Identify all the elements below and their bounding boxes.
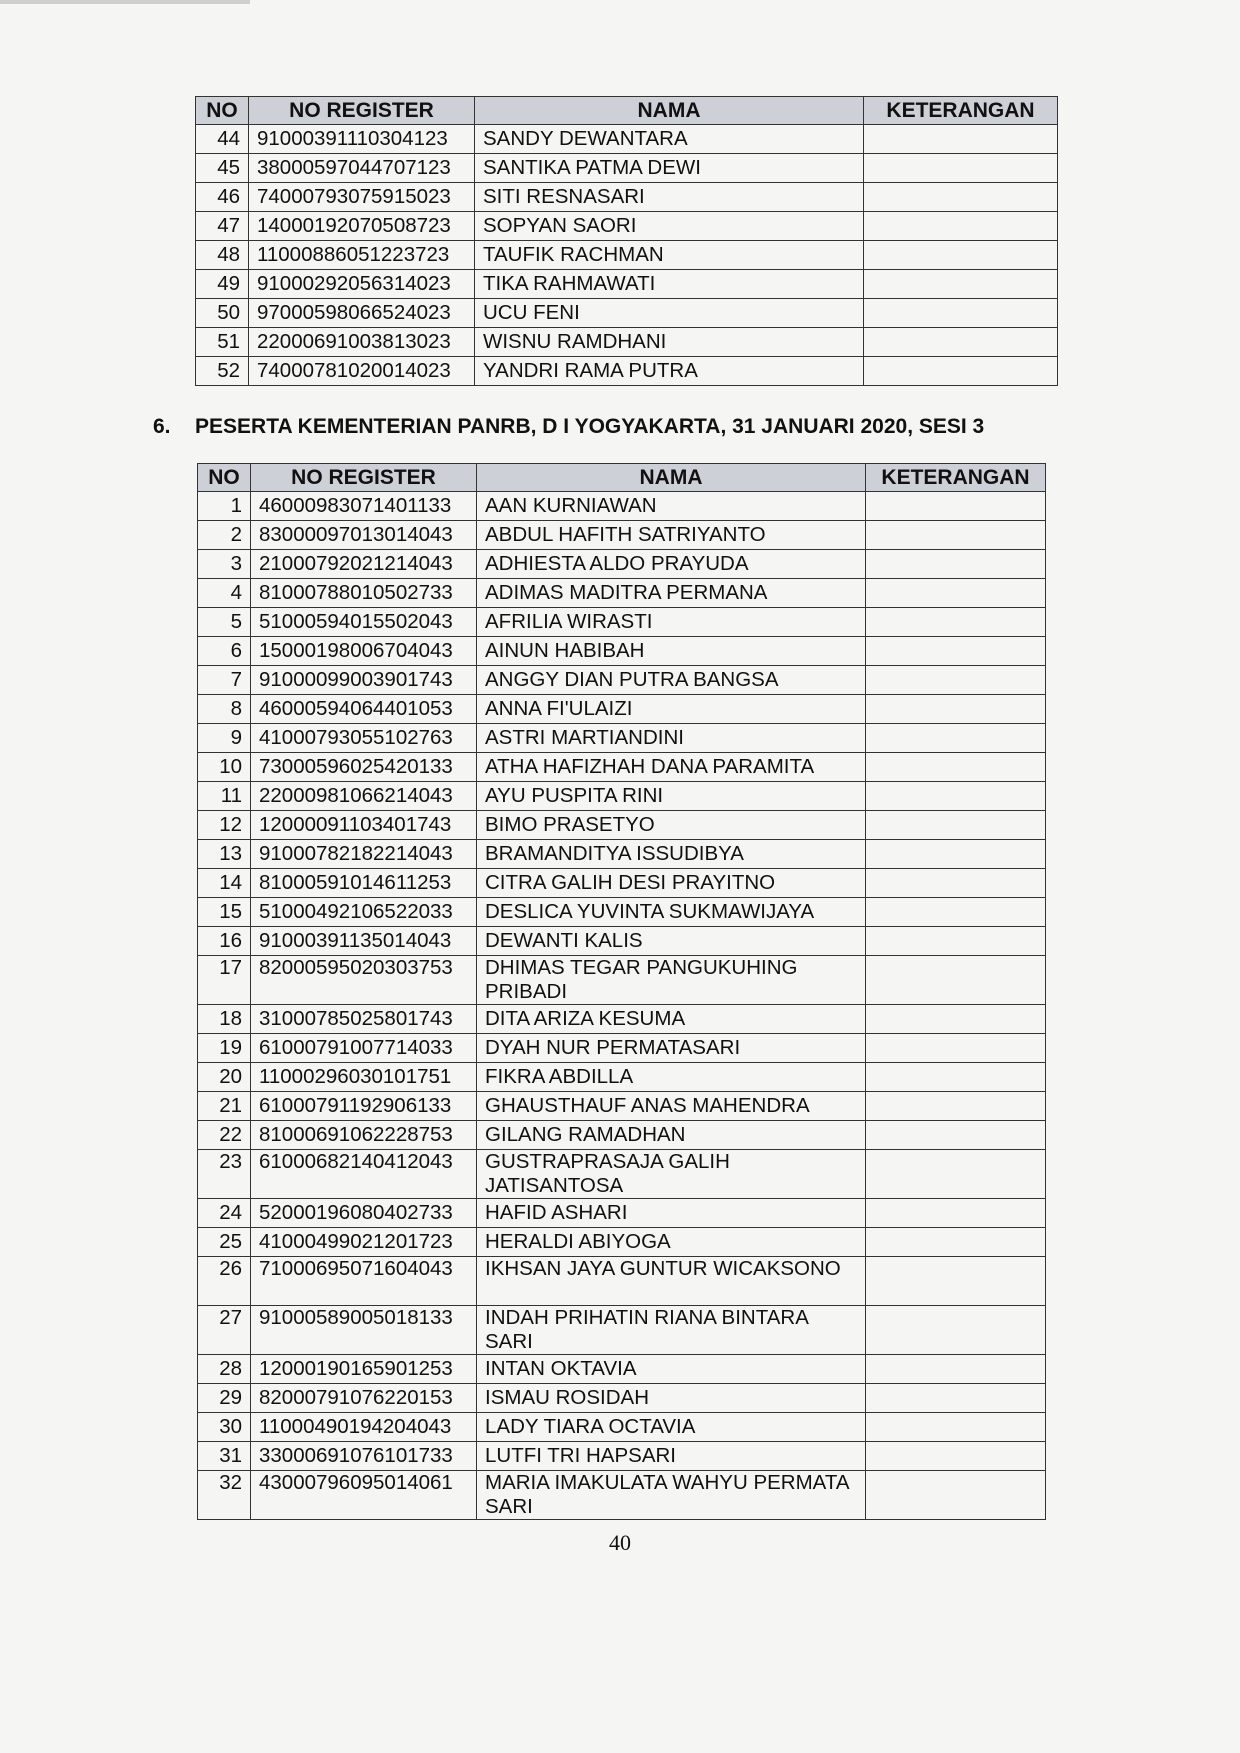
table-row [198, 1034, 1046, 1063]
cell-no: 50 [196, 299, 249, 328]
cell-keterangan [864, 357, 1058, 386]
cell-register: 61000682140412043 [251, 1150, 477, 1199]
cell-nama: TIKA RAHMAWATI [475, 270, 864, 299]
table-row [198, 608, 1046, 637]
cell-keterangan [866, 869, 1046, 898]
cell-keterangan [866, 492, 1046, 521]
cell-keterangan [866, 1257, 1046, 1306]
participants-table-1 [195, 96, 1058, 386]
table-row [196, 299, 1058, 328]
header-keterangan: KETERANGAN [864, 97, 1058, 125]
cell-no: 6 [198, 637, 251, 666]
table-row [198, 753, 1046, 782]
cell-register: 82000791076220153 [251, 1384, 477, 1413]
cell-register: 74000781020014023 [249, 357, 475, 386]
cell-nama: ISMAU ROSIDAH [477, 1384, 866, 1413]
cell-register: 61000791192906133 [251, 1092, 477, 1121]
cell-register: 81000691062228753 [251, 1121, 477, 1150]
table-row [198, 956, 1046, 1005]
cell-keterangan [866, 1092, 1046, 1121]
header-register: NO REGISTER [251, 464, 477, 492]
cell-no: 18 [198, 1005, 251, 1034]
cell-no: 28 [198, 1355, 251, 1384]
table-header-row [196, 97, 1058, 125]
cell-nama: SANTIKA PATMA DEWI [475, 154, 864, 183]
cell-nama: BIMO PRASETYO [477, 811, 866, 840]
cell-nama: GHAUSTHAUF ANAS MAHENDRA [477, 1092, 866, 1121]
cell-keterangan [866, 956, 1046, 1005]
scan-edge [0, 0, 250, 4]
cell-keterangan [864, 241, 1058, 270]
cell-nama: HERALDI ABIYOGA [477, 1228, 866, 1257]
cell-register: 11000296030101751 [251, 1063, 477, 1092]
table-row [198, 1306, 1046, 1355]
cell-register: 22000691003813023 [249, 328, 475, 357]
cell-no: 14 [198, 869, 251, 898]
cell-register: 91000589005018133 [251, 1306, 477, 1355]
cell-no: 32 [198, 1471, 251, 1520]
cell-keterangan [866, 1413, 1046, 1442]
cell-nama: AYU PUSPITA RINI [477, 782, 866, 811]
table-row [198, 811, 1046, 840]
section-title: PESERTA KEMENTERIAN PANRB, D I YOGYAKARTA, 31 JANUARI 2020, SESI 3 [195, 415, 985, 438]
cell-no: 16 [198, 927, 251, 956]
cell-register: 51000594015502043 [251, 608, 477, 637]
cell-keterangan [866, 666, 1046, 695]
cell-no: 49 [196, 270, 249, 299]
cell-keterangan [866, 1442, 1046, 1471]
cell-register: 12000091103401743 [251, 811, 477, 840]
cell-nama: AAN KURNIAWAN [477, 492, 866, 521]
cell-register: 91000391135014043 [251, 927, 477, 956]
cell-no: 46 [196, 183, 249, 212]
table-row [198, 695, 1046, 724]
cell-no: 31 [198, 1442, 251, 1471]
cell-register: 33000691076101733 [251, 1442, 477, 1471]
cell-nama: SITI RESNASARI [475, 183, 864, 212]
table-row [198, 1063, 1046, 1092]
cell-keterangan [864, 125, 1058, 154]
cell-keterangan [866, 1121, 1046, 1150]
cell-register: 83000097013014043 [251, 521, 477, 550]
cell-no: 19 [198, 1034, 251, 1063]
cell-keterangan [866, 550, 1046, 579]
table-row [198, 1355, 1046, 1384]
table-row [198, 1228, 1046, 1257]
cell-nama: UCU FENI [475, 299, 864, 328]
cell-register: 82000595020303753 [251, 956, 477, 1005]
cell-keterangan [864, 183, 1058, 212]
table-row [196, 183, 1058, 212]
cell-register: 46000983071401133 [251, 492, 477, 521]
cell-nama: AINUN HABIBAH [477, 637, 866, 666]
cell-register: 51000492106522033 [251, 898, 477, 927]
cell-nama: CITRA GALIH DESI PRAYITNO [477, 869, 866, 898]
table-row [198, 1121, 1046, 1150]
cell-register: 91000292056314023 [249, 270, 475, 299]
cell-register: 71000695071604043 [251, 1257, 477, 1306]
cell-register: 14000192070508723 [249, 212, 475, 241]
cell-register: 11000490194204043 [251, 1413, 477, 1442]
cell-keterangan [866, 637, 1046, 666]
cell-register: 41000793055102763 [251, 724, 477, 753]
table-row [196, 154, 1058, 183]
cell-nama: ANNA FI'ULAIZI [477, 695, 866, 724]
cell-nama: IKHSAN JAYA GUNTUR WICAKSONO [477, 1257, 866, 1306]
cell-no: 52 [196, 357, 249, 386]
cell-keterangan [866, 1199, 1046, 1228]
cell-nama: DITA ARIZA KESUMA [477, 1005, 866, 1034]
table-row [198, 869, 1046, 898]
cell-nama: LADY TIARA OCTAVIA [477, 1413, 866, 1442]
cell-no: 3 [198, 550, 251, 579]
cell-nama: GILANG RAMADHAN [477, 1121, 866, 1150]
header-register: NO REGISTER [249, 97, 475, 125]
table-row [198, 1413, 1046, 1442]
cell-keterangan [866, 608, 1046, 637]
participants-table-2 [197, 463, 1046, 1520]
cell-register: 46000594064401053 [251, 695, 477, 724]
cell-keterangan [866, 1306, 1046, 1355]
cell-keterangan [866, 1063, 1046, 1092]
cell-nama: ANGGY DIAN PUTRA BANGSA [477, 666, 866, 695]
cell-register: 91000782182214043 [251, 840, 477, 869]
cell-nama: DYAH NUR PERMATASARI [477, 1034, 866, 1063]
table-row [198, 1150, 1046, 1199]
cell-nama: GUSTRAPRASAJA GALIH JATISANTOSA [477, 1150, 866, 1199]
cell-no: 48 [196, 241, 249, 270]
cell-register: 61000791007714033 [251, 1034, 477, 1063]
cell-nama: ATHA HAFIZHAH DANA PARAMITA [477, 753, 866, 782]
cell-keterangan [866, 840, 1046, 869]
table-row [198, 1005, 1046, 1034]
table-row [198, 521, 1046, 550]
cell-no: 30 [198, 1413, 251, 1442]
cell-no: 11 [198, 782, 251, 811]
header-keterangan: KETERANGAN [866, 464, 1046, 492]
table-row [196, 328, 1058, 357]
cell-register: 38000597044707123 [249, 154, 475, 183]
cell-nama: DEWANTI KALIS [477, 927, 866, 956]
cell-keterangan [866, 1471, 1046, 1520]
table-row [198, 782, 1046, 811]
cell-nama: AFRILIA WIRASTI [477, 608, 866, 637]
section-heading [153, 415, 984, 439]
cell-register: 91000099003901743 [251, 666, 477, 695]
table-row [196, 270, 1058, 299]
cell-no: 25 [198, 1228, 251, 1257]
table-row [196, 241, 1058, 270]
cell-no: 7 [198, 666, 251, 695]
cell-keterangan [864, 299, 1058, 328]
cell-keterangan [866, 1034, 1046, 1063]
cell-nama: ADHIESTA ALDO PRAYUDA [477, 550, 866, 579]
cell-register: 12000190165901253 [251, 1355, 477, 1384]
cell-no: 21 [198, 1092, 251, 1121]
cell-register: 43000796095014061 [251, 1471, 477, 1520]
cell-keterangan [864, 328, 1058, 357]
cell-nama: INTAN OKTAVIA [477, 1355, 866, 1384]
cell-keterangan [866, 1228, 1046, 1257]
cell-nama: BRAMANDITYA ISSUDIBYA [477, 840, 866, 869]
cell-no: 27 [198, 1306, 251, 1355]
cell-nama: SOPYAN SAORI [475, 212, 864, 241]
cell-keterangan [866, 521, 1046, 550]
cell-no: 20 [198, 1063, 251, 1092]
table-row [198, 840, 1046, 869]
table-row [198, 1384, 1046, 1413]
table-row [198, 492, 1046, 521]
cell-register: 81000788010502733 [251, 579, 477, 608]
cell-register: 11000886051223723 [249, 241, 475, 270]
table-row [198, 898, 1046, 927]
cell-keterangan [864, 212, 1058, 241]
cell-register: 31000785025801743 [251, 1005, 477, 1034]
cell-keterangan [864, 270, 1058, 299]
cell-nama: INDAH PRIHATIN RIANA BINTARA SARI [477, 1306, 866, 1355]
section-number: 6. [153, 415, 171, 438]
table-row [198, 724, 1046, 753]
cell-register: 22000981066214043 [251, 782, 477, 811]
cell-keterangan [866, 782, 1046, 811]
cell-nama: WISNU RAMDHANI [475, 328, 864, 357]
table-row [198, 666, 1046, 695]
cell-no: 2 [198, 521, 251, 550]
cell-no: 22 [198, 1121, 251, 1150]
cell-nama: TAUFIK RACHMAN [475, 241, 864, 270]
cell-register: 74000793075915023 [249, 183, 475, 212]
header-no: NO [198, 464, 251, 492]
cell-nama: YANDRI RAMA PUTRA [475, 357, 864, 386]
cell-no: 23 [198, 1150, 251, 1199]
cell-no: 29 [198, 1384, 251, 1413]
table-row [198, 1471, 1046, 1520]
cell-no: 15 [198, 898, 251, 927]
cell-keterangan [866, 898, 1046, 927]
cell-nama: MARIA IMAKULATA WAHYU PERMATA SARI [477, 1471, 866, 1520]
cell-nama: HAFID ASHARI [477, 1199, 866, 1228]
cell-register: 73000596025420133 [251, 753, 477, 782]
cell-keterangan [866, 1005, 1046, 1034]
cell-no: 26 [198, 1257, 251, 1306]
cell-no: 17 [198, 956, 251, 1005]
cell-register: 15000198006704043 [251, 637, 477, 666]
cell-keterangan [866, 1355, 1046, 1384]
cell-nama: ABDUL HAFITH SATRIYANTO [477, 521, 866, 550]
table-row [198, 1092, 1046, 1121]
cell-no: 24 [198, 1199, 251, 1228]
cell-nama: DESLICA YUVINTA SUKMAWIJAYA [477, 898, 866, 927]
header-nama: NAMA [477, 464, 866, 492]
cell-no: 45 [196, 154, 249, 183]
cell-no: 12 [198, 811, 251, 840]
cell-no: 10 [198, 753, 251, 782]
table-row [198, 1442, 1046, 1471]
table-row [198, 1199, 1046, 1228]
table-row [198, 927, 1046, 956]
cell-register: 21000792021214043 [251, 550, 477, 579]
header-nama: NAMA [475, 97, 864, 125]
cell-no: 44 [196, 125, 249, 154]
cell-keterangan [866, 724, 1046, 753]
cell-no: 9 [198, 724, 251, 753]
cell-keterangan [866, 1150, 1046, 1199]
page-number: 40 [609, 1530, 631, 1555]
cell-nama: ASTRI MARTIANDINI [477, 724, 866, 753]
cell-register: 97000598066524023 [249, 299, 475, 328]
cell-keterangan [866, 753, 1046, 782]
cell-keterangan [866, 579, 1046, 608]
header-no: NO [196, 97, 249, 125]
table-row [198, 550, 1046, 579]
cell-no: 8 [198, 695, 251, 724]
table-row [198, 579, 1046, 608]
cell-nama: FIKRA ABDILLA [477, 1063, 866, 1092]
cell-no: 51 [196, 328, 249, 357]
cell-register: 41000499021201723 [251, 1228, 477, 1257]
table-row [196, 357, 1058, 386]
cell-no: 13 [198, 840, 251, 869]
cell-keterangan [864, 154, 1058, 183]
table-header-row [198, 464, 1046, 492]
table-row [196, 212, 1058, 241]
cell-register: 52000196080402733 [251, 1199, 477, 1228]
cell-no: 5 [198, 608, 251, 637]
cell-nama: LUTFI TRI HAPSARI [477, 1442, 866, 1471]
cell-nama: SANDY DEWANTARA [475, 125, 864, 154]
table-row [198, 1257, 1046, 1306]
cell-no: 4 [198, 579, 251, 608]
cell-no: 1 [198, 492, 251, 521]
cell-keterangan [866, 1384, 1046, 1413]
table-row [196, 125, 1058, 154]
cell-no: 47 [196, 212, 249, 241]
cell-nama: DHIMAS TEGAR PANGUKUHING PRIBADI [477, 956, 866, 1005]
cell-keterangan [866, 695, 1046, 724]
cell-register: 91000391110304123 [249, 125, 475, 154]
cell-keterangan [866, 927, 1046, 956]
table-row [198, 637, 1046, 666]
cell-register: 81000591014611253 [251, 869, 477, 898]
cell-keterangan [866, 811, 1046, 840]
cell-nama: ADIMAS MADITRA PERMANA [477, 579, 866, 608]
